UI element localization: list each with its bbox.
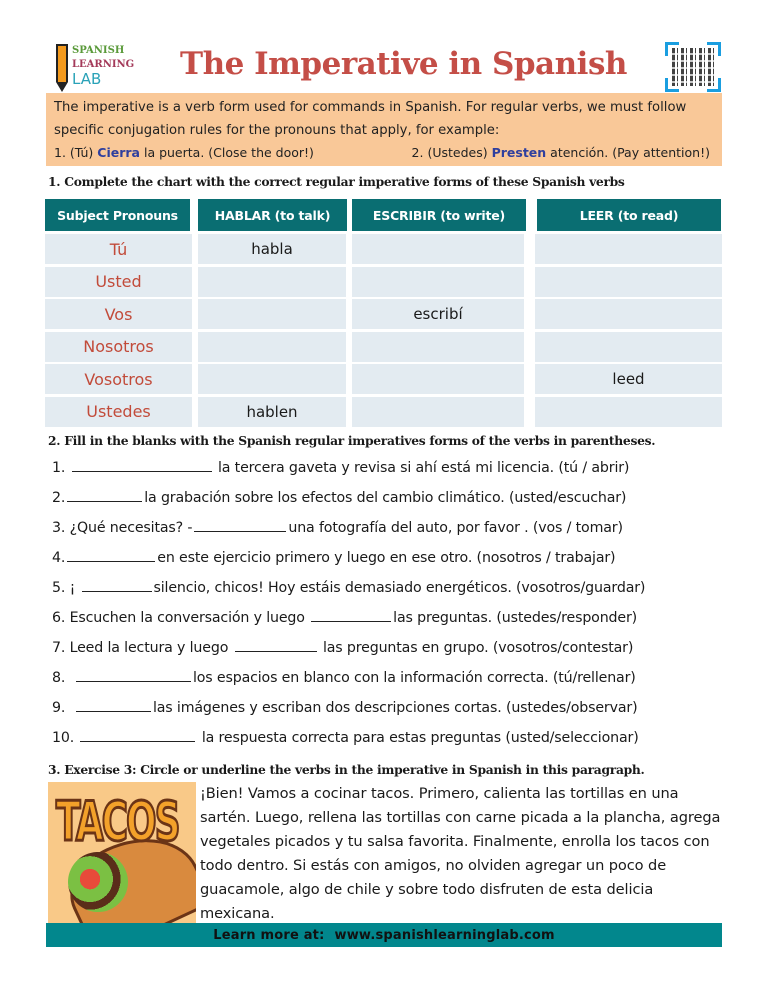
answer-cell-hablar[interactable]: hablen [198, 397, 346, 427]
pronoun-cell: Tú [45, 234, 192, 264]
answer-blank[interactable] [67, 488, 142, 502]
page-header [0, 38, 768, 92]
page-title: The Imperative in Spanish [180, 46, 627, 82]
answer-blank[interactable] [67, 548, 155, 562]
answer-cell-escribir[interactable] [352, 267, 524, 297]
table-row [45, 362, 722, 395]
header-leer: LEER (to read) [537, 199, 721, 231]
pronoun-cell: Vos [45, 299, 192, 329]
header-escribir: ESCRIBIR (to write) [352, 199, 526, 231]
tacos-paragraph: ¡Bien! Vamos a cocinar tacos. Primero, calienta las tortillas en una sartén. Luego, rellena las tortillas con carne picada a la plancha, agrega vegetales picados y tu salsa favorita. Finalmente, enrolla los tacos con todo dentro. Si estás con amigos, no olviden agregar un poco de guacamole, algo de chile y sobre todo disfruten de esta delicia mexicana. [200, 785, 721, 922]
intro-line-2: specific conjugation rules for the pronouns that apply, for example: [54, 123, 500, 138]
section-2-heading: 2. Fill in the blanks with the Spanish regular imperatives forms of the verbs in parentheses. [48, 433, 656, 448]
spanish-learning-lab-logo [52, 42, 152, 92]
example-1: 1. (Tú) Cierra la puerta. (Close the door!) [54, 145, 314, 160]
pronoun-cell: Usted [45, 267, 192, 297]
fill-in-exercises [52, 458, 732, 758]
table-row [45, 265, 722, 298]
example-2-verb: Presten [491, 145, 547, 160]
exercise-item-3: 3. ¿Qué necesitas? - una fotografía del auto, por favor . (vos / tomar) [52, 520, 623, 536]
answer-cell-leer[interactable] [535, 299, 722, 329]
pencil-icon [56, 44, 68, 82]
intro-line-1: The imperative is a verb form used for commands in Spanish. For regular verbs, we must follow [54, 100, 687, 115]
exercise-item-1: 1. la tercera gaveta y revisa si ahí está mi licencia. (tú / abrir) [52, 460, 630, 476]
answer-cell-leer[interactable]: leed [535, 364, 722, 394]
answer-cell-escribir[interactable] [352, 397, 524, 427]
answer-cell-hablar[interactable]: habla [198, 234, 346, 264]
exercise-item-8: 8. los espacios en blanco con la información correcta. (tú/rellenar) [52, 670, 636, 686]
footer-url-link[interactable]: www.spanishlearninglab.com [334, 927, 555, 943]
tacos-label: TACOS [56, 792, 179, 854]
exercise-item-4: 4. en este ejercicio primero y luego en ese otro. (nosotros / trabajar) [52, 550, 616, 566]
logo-line-2: LEARNING [72, 59, 135, 70]
footer-banner [46, 923, 722, 947]
answer-cell-leer[interactable] [535, 397, 722, 427]
header-subject-pronouns: Subject Pronouns [45, 199, 190, 231]
table-row [45, 395, 722, 428]
answer-cell-escribir[interactable] [352, 364, 524, 394]
answer-blank[interactable] [311, 608, 391, 622]
answer-blank[interactable] [235, 638, 317, 652]
exercise-item-10: 10. la respuesta correcta para estas preguntas (usted/seleccionar) [52, 730, 639, 746]
conjugation-table [45, 199, 722, 427]
exercise-item-7: 7. Leed la lectura y luego las preguntas en grupo. (vosotros/contestar) [52, 640, 634, 656]
answer-cell-leer[interactable] [535, 267, 722, 297]
answer-cell-leer[interactable] [535, 234, 722, 264]
tacos-illustration [48, 782, 196, 923]
pronoun-cell: Ustedes [45, 397, 192, 427]
answer-blank[interactable] [76, 698, 151, 712]
example-2: 2. (Ustedes) Presten atención. (Pay attention!) [411, 145, 710, 160]
intro-examples [54, 142, 714, 164]
table-body [45, 232, 722, 427]
table-row [45, 330, 722, 363]
table-header-row [45, 199, 722, 232]
paragraph-block [48, 782, 724, 924]
exercise-item-6: 6. Escuchen la conversación y luego las preguntas. (ustedes/responder) [52, 610, 638, 626]
example-1-verb: Cierra [97, 145, 140, 160]
table-row [45, 297, 722, 330]
answer-blank[interactable] [80, 728, 195, 742]
exercise-item-9: 9. las imágenes y escriban dos descripciones cortas. (ustedes/observar) [52, 700, 638, 716]
answer-cell-escribir[interactable]: escribí [352, 299, 524, 329]
qr-code-icon [665, 42, 721, 92]
answer-cell-escribir[interactable] [352, 234, 524, 264]
section-3-heading: 3. Exercise 3: Circle or underline the verbs in the imperative in Spanish in this paragraph. [48, 762, 645, 777]
answer-blank[interactable] [194, 518, 286, 532]
answer-cell-escribir[interactable] [352, 332, 524, 362]
header-hablar: HABLAR (to talk) [198, 199, 347, 231]
exercise-item-5: 5. ¡ silencio, chicos! Hoy estáis demasiado energéticos. (vosotros/guardar) [52, 580, 646, 596]
answer-cell-leer[interactable] [535, 332, 722, 362]
exercise-item-2: 2. la grabación sobre los efectos del cambio climático. (usted/escuchar) [52, 490, 627, 506]
answer-cell-hablar[interactable] [198, 299, 346, 329]
answer-blank[interactable] [82, 578, 152, 592]
intro-box [46, 93, 722, 166]
section-1-heading: 1. Complete the chart with the correct regular imperative forms of these Spanish verbs [48, 174, 625, 189]
pronoun-cell: Nosotros [45, 332, 192, 362]
answer-blank[interactable] [76, 668, 191, 682]
footer-label: Learn more at: [213, 927, 325, 943]
answer-blank[interactable] [72, 458, 212, 472]
logo-line-3: LAB [72, 70, 102, 88]
answer-cell-hablar[interactable] [198, 364, 346, 394]
answer-cell-hablar[interactable] [198, 267, 346, 297]
pronoun-cell: Vosotros [45, 364, 192, 394]
answer-cell-hablar[interactable] [198, 332, 346, 362]
table-row [45, 232, 722, 265]
logo-line-1: SPANISH [72, 45, 125, 56]
